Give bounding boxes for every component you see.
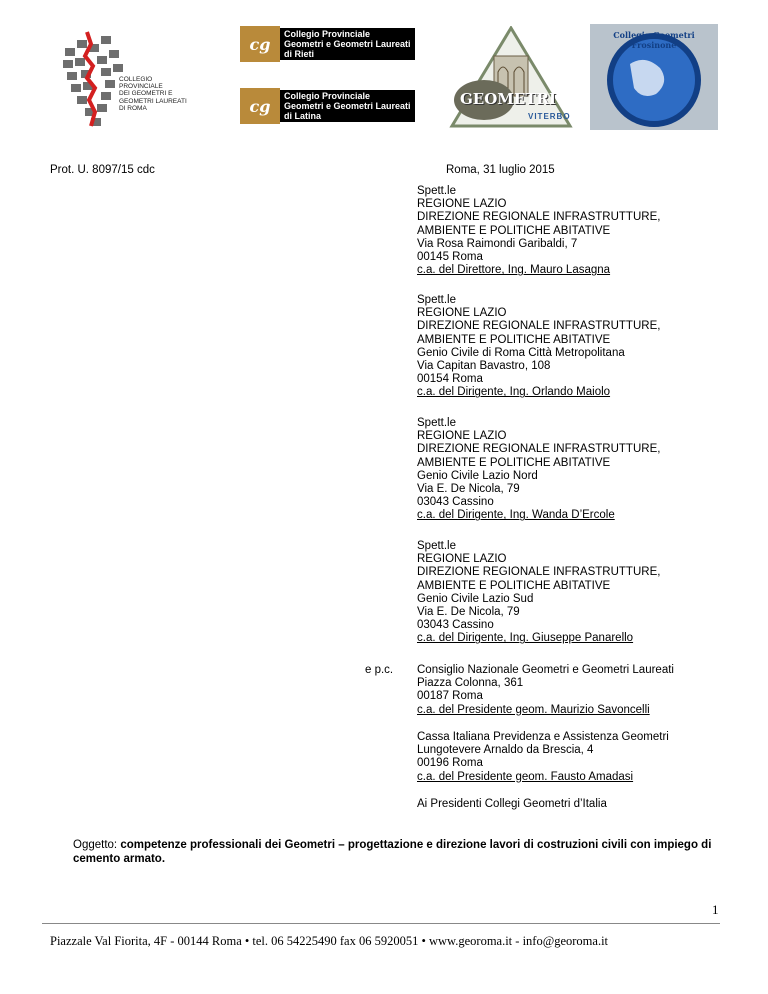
roma-logo-line: DEI GEOMETRI E <box>119 90 173 98</box>
roma-map-icon <box>57 30 127 130</box>
recipient-line: Spett.le <box>417 540 456 552</box>
footer-divider <box>42 923 720 924</box>
cc-line: Ai Presidenti Collegi Geometri d’Italia <box>417 798 607 810</box>
recipient-block <box>417 417 660 523</box>
logo-collegio-latina <box>240 88 415 124</box>
recipient-line: AMBIENTE E POLITICHE ABITATIVE <box>417 579 611 592</box>
recipient-line: REGIONE LAZIO <box>417 553 507 566</box>
recipient-attention: c.a. del Dirigente, Ing. Orlando Maiolo <box>417 386 611 399</box>
logo-collegio-rieti <box>240 26 415 62</box>
recipient-line: AMBIENTE E POLITICHE ABITATIVE <box>417 456 611 469</box>
cg-monogram-icon: cg <box>240 26 280 62</box>
recipient-line: DIREZIONE REGIONALE INFRASTRUTTURE, <box>417 320 661 333</box>
page-number: 1 <box>712 902 719 917</box>
footer-contacts: Piazzale Val Fiorita, 4F - 00144 Roma • tel. 06 54225490 fax 06 5920051 • www.georoma.it - info@georoma.it <box>50 934 609 948</box>
cc-label: e p.c. <box>365 664 394 676</box>
subject <box>73 838 713 866</box>
latina-logo-line: di Latina <box>284 111 322 121</box>
recipient-line: Via E. De Nicola, 79 <box>417 606 520 619</box>
recipient-line: DIREZIONE REGIONALE INFRASTRUTTURE, <box>417 566 661 579</box>
cc-line: 00196 Roma <box>417 757 483 770</box>
cc-block <box>417 664 674 717</box>
roma-logo-line: COLLEGIO <box>119 76 153 83</box>
recipient-line: Spett.le <box>417 417 456 429</box>
cc-line: 00187 Roma <box>417 690 483 703</box>
latina-logo-line: Collegio Provinciale <box>284 91 371 101</box>
frosinone-logo-text: Collegio Geometri Frosinone <box>613 30 695 50</box>
recipient-line: Via Capitan Bavastro, 108 <box>417 360 551 373</box>
recipient-line: 03043 Cassino <box>417 496 494 509</box>
recipient-line: DIREZIONE REGIONALE INFRASTRUTTURE, <box>417 211 661 224</box>
viterbo-logo-main: GEOMETRI <box>460 90 556 108</box>
recipient-attention: c.a. del Dirigente, Ing. Giuseppe Panarello <box>417 632 634 645</box>
recipient-line: Via Rosa Raimondi Garibaldi, 7 <box>417 237 578 250</box>
roma-logo-line: DI ROMA <box>119 104 147 112</box>
cc-line: Cassa Italiana Previdenza e Assistenza Geometri <box>417 731 669 743</box>
recipient-line: DIREZIONE REGIONALE INFRASTRUTTURE, <box>417 443 661 456</box>
recipient-line: Spett.le <box>417 294 456 306</box>
cc-block <box>417 798 607 811</box>
recipient-line: REGIONE LAZIO <box>417 430 507 443</box>
roma-logo-line: GEOMETRI LAUREATI <box>119 97 187 105</box>
rieti-logo-line: Collegio Provinciale <box>284 29 371 39</box>
cc-attention: c.a. del Presidente geom. Maurizio Savoncelli <box>417 703 650 716</box>
logo-collegio-frosinone <box>590 24 718 130</box>
cc-line: Consiglio Nazionale Geometri e Geometri Laureati <box>417 664 674 676</box>
roma-logo-line: PROVINCIALE <box>119 83 163 91</box>
cg-monogram-icon: cg <box>240 88 280 124</box>
recipient-block <box>417 185 660 277</box>
subject-label: Oggetto: <box>73 839 121 851</box>
latina-logo-line: Geometri e Geometri Laureati <box>284 101 411 111</box>
recipient-line: 00145 Roma <box>417 251 483 264</box>
cc-line: Piazza Colonna, 361 <box>417 677 524 690</box>
subject-text: competenze professionali dei Geometri – progettazione e direzione lavori di costruzioni civili con impiego di cemento armato. <box>73 839 712 865</box>
cc-line: Lungotevere Arnaldo da Brescia, 4 <box>417 744 594 757</box>
recipient-line: AMBIENTE E POLITICHE ABITATIVE <box>417 333 611 346</box>
recipient-attention: c.a. del Direttore, Ing. Mauro Lasagna <box>417 264 611 277</box>
recipient-line: Via E. De Nicola, 79 <box>417 483 520 496</box>
recipient-line: AMBIENTE E POLITICHE ABITATIVE <box>417 224 611 237</box>
cc-block <box>417 731 669 784</box>
recipient-line: 00154 Roma <box>417 373 483 386</box>
recipient-line: REGIONE LAZIO <box>417 307 507 320</box>
protocol-number: Prot. U. 8097/15 cdc <box>50 164 155 176</box>
recipient-attention: c.a. del Dirigente, Ing. Wanda D’Ercole <box>417 509 615 522</box>
recipient-line: REGIONE LAZIO <box>417 198 507 211</box>
recipient-line: Genio Civile Lazio Nord <box>417 469 538 482</box>
logo-collegio-roma <box>57 30 202 130</box>
recipient-block <box>417 540 660 646</box>
logo-geometri-viterbo <box>448 26 574 132</box>
place-date: Roma, 31 luglio 2015 <box>446 164 555 176</box>
viterbo-logo-sub: VITERBO <box>528 112 571 121</box>
recipient-block <box>417 294 660 400</box>
recipient-line: Spett.le <box>417 185 456 197</box>
recipient-line: 03043 Cassino <box>417 619 494 632</box>
recipient-line: Genio Civile Lazio Sud <box>417 592 534 605</box>
cc-attention: c.a. del Presidente geom. Fausto Amadasi <box>417 770 634 783</box>
rieti-logo-line: Geometri e Geometri Laureati <box>284 39 411 49</box>
rieti-logo-line: di Rieti <box>284 49 315 59</box>
recipient-line: Genio Civile di Roma Città Metropolitana <box>417 346 625 359</box>
